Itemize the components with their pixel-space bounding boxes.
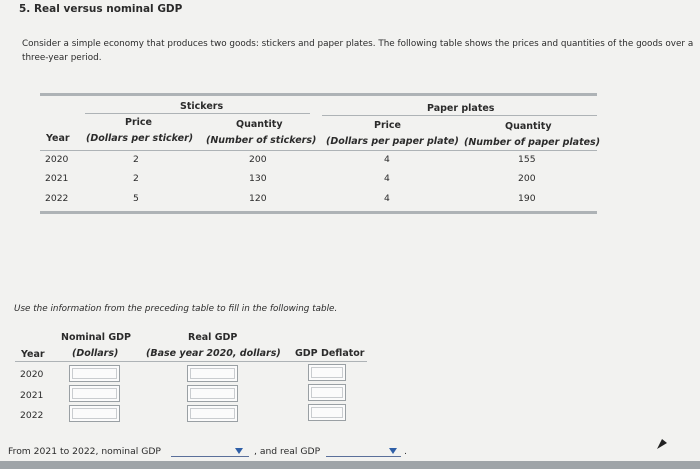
- answer-year-2021: 2021: [20, 390, 44, 401]
- group-header-paper-plates: Paper plates: [427, 103, 495, 114]
- question-title: 5. Real versus nominal GDP: [19, 3, 183, 15]
- nominal-gdp-2022-input[interactable]: [69, 405, 120, 422]
- nominal-gdp-2020-input[interactable]: [69, 365, 120, 382]
- cell-sticker-qty: 200: [249, 154, 267, 165]
- cell-sticker-qty: 130: [249, 173, 267, 184]
- header-sticker-price-unit: (Dollars per sticker): [86, 133, 194, 144]
- answer-year-2020: 2020: [20, 369, 44, 380]
- answer-year-2022: 2022: [20, 410, 44, 421]
- cell-year: 2020: [45, 154, 69, 165]
- question-intro: Consider a simple economy that produces two goods: stickers and paper plates. The following table shows the prices and quantities of the goods over a three-year period.: [22, 39, 694, 63]
- answer-header-year: Year: [21, 349, 45, 360]
- cell-sticker-price: 2: [133, 173, 139, 184]
- table-bottom-rule: [40, 211, 597, 214]
- header-sticker-qty: Quantity: [236, 119, 283, 130]
- answer-header-real: Real GDP: [188, 332, 238, 343]
- group-header-stickers: Stickers: [180, 101, 224, 112]
- real-gdp-2021-input[interactable]: [187, 385, 238, 402]
- real-gdp-2022-input[interactable]: [187, 405, 238, 422]
- cell-sticker-price: 5: [133, 193, 139, 204]
- cell-plate-price: 4: [384, 193, 390, 204]
- answer-header-nominal-unit: (Dollars): [72, 348, 119, 359]
- cell-plate-qty: 190: [518, 193, 536, 204]
- cell-plate-qty: 155: [518, 154, 536, 165]
- bottom-edge-bar: [0, 461, 700, 469]
- answer-header-nominal: Nominal GDP: [61, 332, 132, 343]
- cell-sticker-price: 2: [133, 154, 139, 165]
- plates-group-rule: [322, 115, 597, 116]
- bottom-question-middle: , and real GDP: [254, 446, 321, 457]
- nominal-gdp-2021-input[interactable]: [69, 385, 120, 402]
- chevron-down-icon[interactable]: [235, 448, 243, 454]
- cell-year: 2021: [45, 173, 69, 184]
- bottom-question-prefix: From 2021 to 2022, nominal GDP: [8, 446, 161, 457]
- cell-plate-qty: 200: [518, 173, 536, 184]
- instruction-text: Use the information from the preceding table to fill in the following table.: [14, 304, 338, 314]
- header-sticker-qty-unit: (Number of stickers): [206, 135, 317, 146]
- answer-header-real-unit: (Base year 2020, dollars): [146, 348, 281, 359]
- deflator-2022-input[interactable]: [308, 404, 346, 421]
- header-plate-price-unit: (Dollars per paper plate): [326, 136, 459, 147]
- header-plate-qty-unit: (Number of paper plates): [464, 137, 601, 148]
- table-top-rule: [40, 93, 597, 96]
- cell-sticker-qty: 120: [249, 193, 267, 204]
- header-year: Year: [46, 133, 70, 144]
- chevron-down-icon[interactable]: [389, 448, 397, 454]
- mouse-pointer-icon: [656, 436, 668, 450]
- header-sticker-price: Price: [125, 117, 152, 128]
- deflator-2021-input[interactable]: [308, 384, 346, 401]
- header-plate-qty: Quantity: [505, 121, 552, 132]
- real-gdp-2020-input[interactable]: [187, 365, 238, 382]
- header-plate-price: Price: [374, 120, 401, 131]
- cell-year: 2022: [45, 193, 69, 204]
- bottom-question-suffix: .: [404, 446, 407, 457]
- deflator-2020-input[interactable]: [308, 364, 346, 381]
- header-bottom-rule: [40, 150, 597, 151]
- cell-plate-price: 4: [384, 154, 390, 165]
- cell-plate-price: 4: [384, 173, 390, 184]
- answer-header-rule: [15, 361, 367, 362]
- stickers-group-rule: [85, 113, 310, 114]
- answer-header-deflator: GDP Deflator: [295, 348, 365, 359]
